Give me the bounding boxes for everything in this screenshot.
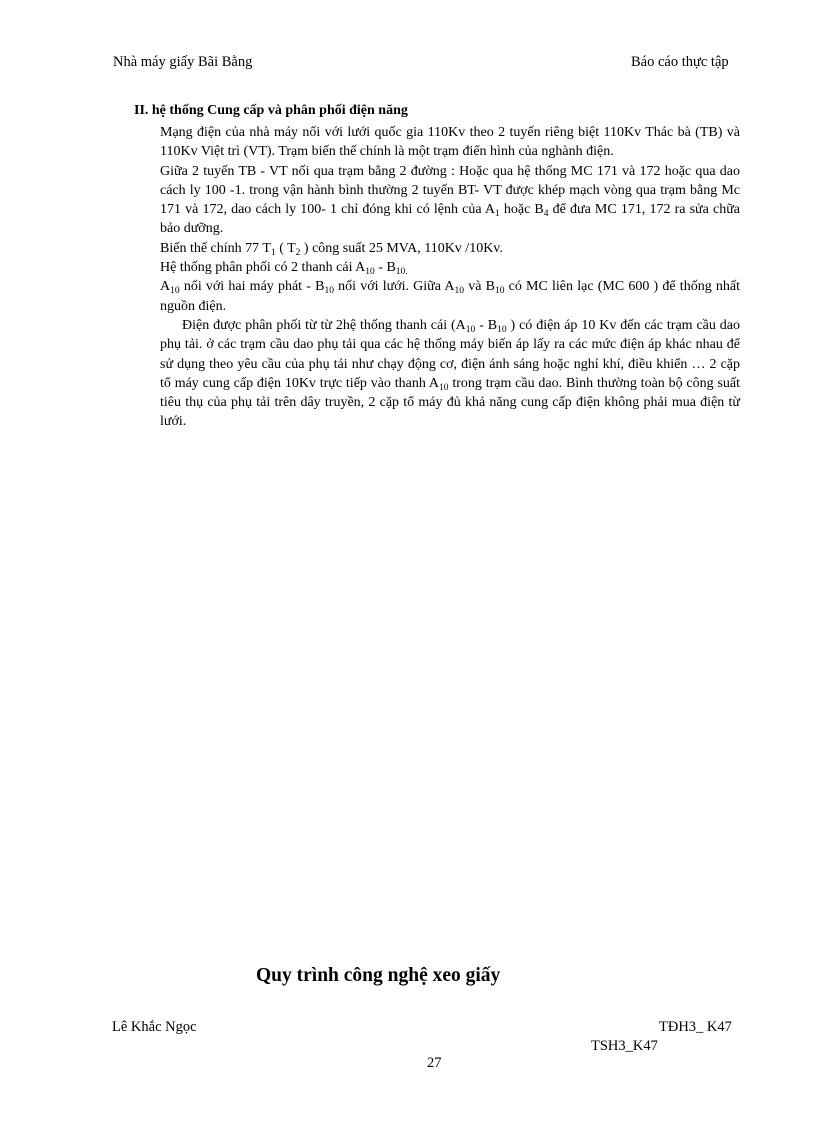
- paragraph-6-a: Điện được phân phối từ từ 2hệ thống thanh cái (A: [182, 317, 466, 333]
- paragraph-6-b: - B: [475, 317, 498, 333]
- paragraph-3-c: ) công suất 25 MVA, 110Kv /10Kv.: [300, 240, 503, 256]
- paragraph-3-a: Biến thế chính 77 T: [160, 240, 271, 256]
- section-title: II. hệ thống Cung cấp và phân phối điện năng: [134, 103, 408, 118]
- paragraph-5-e: có MC liên lạc (MC 600 ) để thống nhất nguồn điện.: [160, 279, 740, 314]
- paragraph-6-c: ) có điện áp 10 Kv đến các trạm cầu dao phụ tải. ở các trạm cầu dao phụ tải qua các hệ thống máy biến áp lấy ra các mức điện áp khác nhau để sử dụng theo yêu cầu của phụ tải như chạy động cơ, điện ánh sáng hoặc nghỉ khí, điều khiển … 2 cặp tổ máy cung cấp điện 10Kv trực tiếp vào thanh A: [160, 317, 740, 391]
- paragraph-5-sub-1: 10: [170, 286, 180, 297]
- page-number: 27: [427, 1055, 442, 1071]
- paragraph-5-b: nối với hai máy phát - B: [179, 279, 325, 295]
- header-right: Báo cáo thực tập: [631, 54, 729, 70]
- paragraph-5: [160, 277, 740, 316]
- paragraph-6-sub-1: 10: [465, 324, 476, 335]
- paragraph-2-sub-2: 4: [543, 209, 549, 220]
- footer-class-1: TĐH3_ K47: [659, 1019, 732, 1035]
- paragraph-5-c: nối với lưới. Giữa A: [333, 279, 455, 295]
- paragraph-3-sub-1: 1: [270, 247, 276, 258]
- paragraph-4-sub-1: 10: [365, 267, 375, 278]
- paragraph-5-sub-3: 10: [454, 286, 465, 297]
- paragraph-3: [160, 239, 740, 258]
- paragraph-6: [160, 316, 740, 432]
- paragraph-5-sub-2: 10: [324, 286, 334, 297]
- paragraph-6-sub-2: 10: [497, 324, 507, 335]
- paragraph-6-sub-3: 10: [439, 382, 449, 393]
- header-left: Nhà máy giấy Bãi Bằng: [113, 54, 253, 70]
- paragraph-4-sub-2: 10.: [395, 267, 408, 278]
- paragraph-1: Mạng điện của nhà máy nối với lưới quốc gia 110Kv theo 2 tuyến riêng biệt 110Kv Thác bà (TB) và 110Kv Việt trì (VT). Trạm biến thế chính là một trạm điển hình của nghành điện.: [160, 125, 740, 160]
- paragraph-2-sub-1: 1: [495, 209, 500, 220]
- paragraph-4-a: Hệ thống phân phối có 2 thanh cái A: [160, 260, 366, 276]
- paragraph-5-d: và B: [464, 279, 495, 295]
- paragraph-3-b: ( T: [275, 240, 296, 256]
- footer-class-2: TSH3_K47: [591, 1038, 658, 1054]
- paragraph-2-end: để đưa MC 171, 172 ra sửa chữa bảo dưỡng.: [160, 202, 741, 237]
- paragraph-4-b: - B: [374, 260, 396, 276]
- paragraph-5-a: A: [160, 279, 171, 295]
- body-text: [160, 123, 740, 432]
- paragraph-6-d: trong trạm cầu dao. Bình thường toàn bộ công suất tiêu thụ của phụ tải trên dây truyền, 2 cặp tổ máy đủ khả năng cung cấp điện không phải mua điện từ lưới.: [160, 375, 740, 430]
- paragraph-5-sub-4: 10: [494, 286, 505, 297]
- paragraph-2-text: Giữa 2 tuyến TB - VT nối qua trạm bằng 2 đường : Hoặc qua hệ thống MC 171 và 172 hoặc qua dao cách ly 100 -1. trong vận hành bình thường 2 tuyến BT- VT được khép mạch vòng qua trạm bằng Mc 171 và 172, dao cách ly 100- 1 chỉ đóng khi có lệnh của A: [160, 163, 740, 218]
- paragraph-2: [160, 162, 740, 239]
- paragraph-4: [160, 258, 740, 277]
- chapter-title: Quy trình công nghệ xeo giấy: [256, 965, 501, 986]
- paragraph-3-sub-2: 2: [295, 247, 301, 258]
- paragraph-2-mid: hoặc B: [499, 202, 544, 218]
- footer-author: Lê Khắc Ngọc: [112, 1019, 197, 1035]
